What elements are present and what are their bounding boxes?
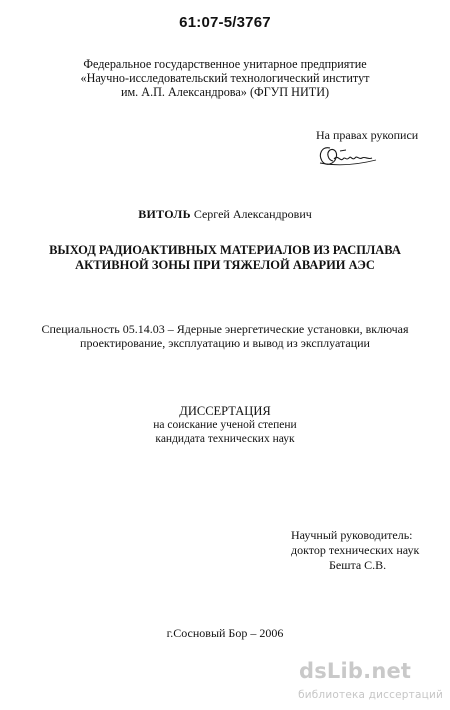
degree-line-1: на соискание ученой степени (153, 419, 297, 431)
manuscript-rights-note: На правах рукописи (316, 128, 419, 142)
place-and-year: г.Сосновый Бор – 2006 (166, 626, 284, 640)
organization-line-3: им. А.П. Александрова» (ФГУП НИТИ) (120, 85, 330, 99)
document-type-heading: ДИССЕРТАЦИЯ (179, 404, 271, 418)
organization-block (0, 57, 450, 99)
supervisor-label: Научный руководитель: (291, 528, 413, 542)
title-line-1: ВЫХОД РАДИОАКТИВНЫХ МАТЕРИАЛОВ ИЗ РАСПЛАВА (49, 243, 401, 257)
watermark-logo: dsLib.net (299, 659, 412, 683)
author-surname: ВИТОЛЬ (138, 207, 191, 221)
supervisor-degree: доктор технических наук (291, 543, 420, 557)
title-line-2: АКТИВНОЙ ЗОНЫ ПРИ ТЯЖЕЛОЙ АВАРИИ АЭС (75, 258, 375, 272)
specialty-line-1: Специальность 05.14.03 – Ядерные энергетические установки, включая (41, 322, 409, 336)
archive-code: 61:07-5/3767 (179, 14, 271, 31)
organization-line-1: Федеральное государственное унитарное предприятие (83, 57, 367, 71)
organization-line-2: «Научно-исследовательский технологический институт (80, 71, 370, 85)
watermark-caption: библиотека диссертаций (298, 689, 443, 701)
dissertation-title (0, 243, 450, 273)
specialty-line-2: проектирование, эксплуатацию и вывод из эксплуатации (80, 336, 370, 350)
supervisor-block (291, 528, 419, 573)
degree-line-2: кандидата технических наук (155, 433, 295, 445)
supervisor-name: Бешта С.В. (329, 558, 387, 572)
dslib-watermark (277, 659, 447, 705)
degree-block (0, 418, 450, 446)
author-line (0, 207, 450, 222)
specialty-block (0, 322, 450, 350)
author-given-names: Сергей Александрович (193, 207, 312, 221)
handwritten-signature (316, 142, 380, 170)
